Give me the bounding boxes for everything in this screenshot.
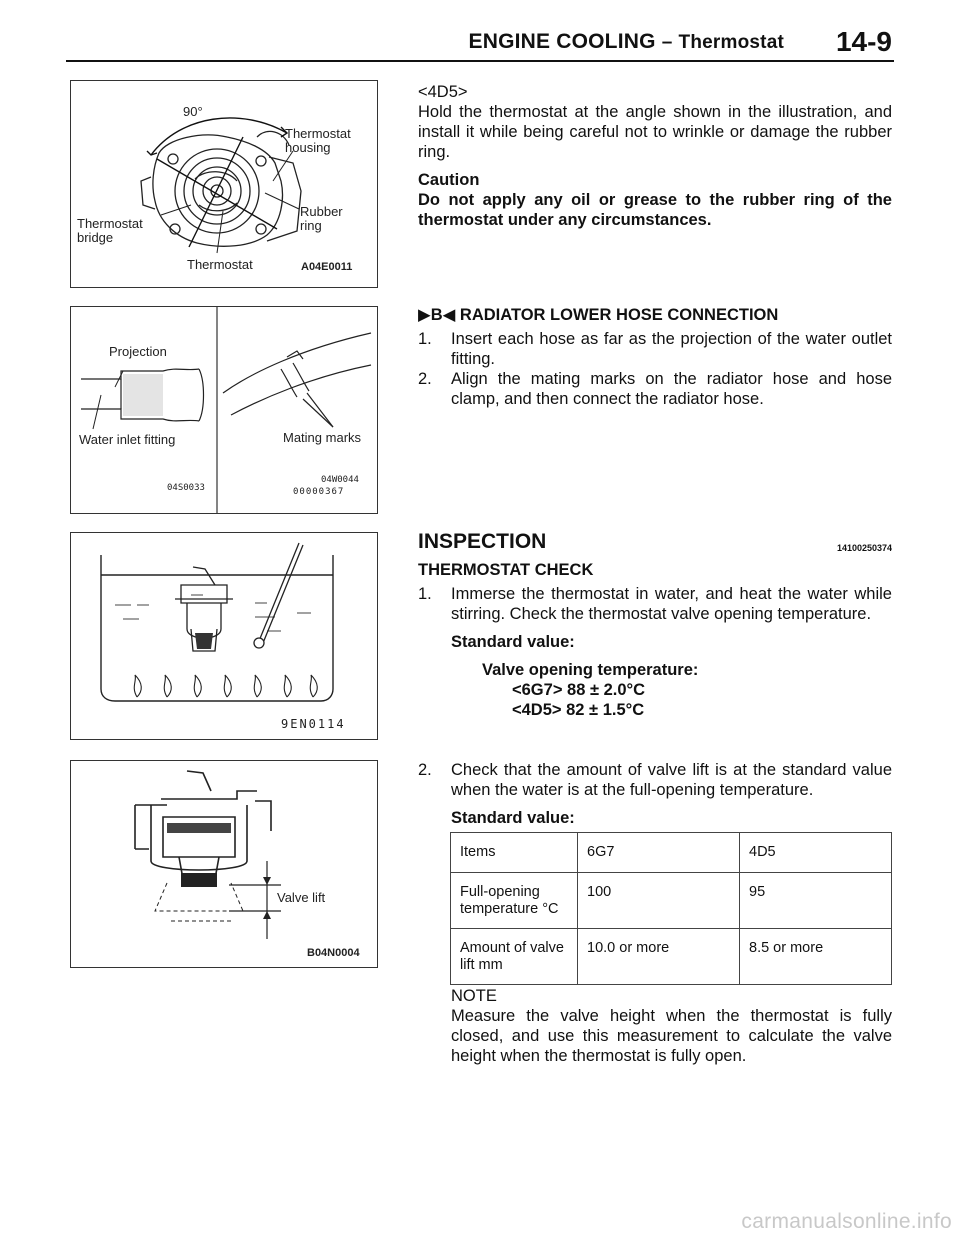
figure-code-2-right-top: 04W0044 bbox=[321, 475, 359, 485]
note-text: Measure the valve height when the thermostat is fully closed, and use this measurement to calculate the valve height when the thermostat is fully open. bbox=[451, 1007, 892, 1065]
valve-spec-table bbox=[450, 832, 892, 985]
header-section: ENGINE COOLING bbox=[468, 30, 656, 53]
temp-6g7: <6G7> 88 ± 2.0°C bbox=[512, 681, 646, 699]
page-header bbox=[66, 28, 894, 62]
figure-code-2-left: 04S0033 bbox=[167, 483, 205, 493]
figure-code-4: B04N0004 bbox=[307, 947, 360, 959]
header-items: Items bbox=[451, 833, 578, 873]
section-marker-label: B bbox=[430, 306, 443, 324]
figure-thermostat-angle bbox=[70, 80, 378, 288]
item-line2: temperature °C bbox=[460, 901, 559, 917]
angle-label: 90° bbox=[183, 104, 203, 119]
note-block bbox=[451, 986, 892, 1066]
row-value-6g7: 10.0 or more bbox=[578, 929, 740, 985]
list-item bbox=[418, 329, 892, 369]
bridge-label-line2: bridge bbox=[77, 230, 114, 245]
figure-hose-connection bbox=[70, 306, 378, 514]
thermostat-label: Thermostat bbox=[187, 257, 253, 272]
install-4d5-block bbox=[418, 82, 892, 230]
step-number: 1. bbox=[418, 330, 432, 348]
header-subsection: Thermostat bbox=[678, 32, 784, 53]
table-row bbox=[451, 929, 892, 985]
standard-value-label: Standard value: bbox=[451, 633, 575, 651]
inspection-title: INSPECTION bbox=[418, 530, 547, 553]
row-item bbox=[451, 873, 578, 929]
rubber-label-line2: ring bbox=[300, 218, 322, 233]
marker-right-triangle-icon: ▶ bbox=[418, 306, 431, 324]
row-item bbox=[451, 929, 578, 985]
step-text: Align the mating marks on the radiator hose and hose clamp, and then connect the radiator hose. bbox=[451, 370, 892, 408]
water-inlet-label: Water inlet fitting bbox=[79, 432, 176, 447]
inspection-block bbox=[418, 532, 892, 720]
projection-label: Projection bbox=[109, 344, 167, 359]
figure-code-3: 9EN0114 bbox=[281, 717, 346, 731]
bridge-label bbox=[77, 217, 143, 245]
hose-connection-block bbox=[418, 305, 892, 409]
header-dash: – bbox=[661, 32, 673, 53]
item-line1: Full-opening bbox=[460, 884, 540, 900]
note-title: NOTE bbox=[451, 987, 497, 1005]
thermostat-check-title: THERMOSTAT CHECK bbox=[418, 561, 594, 579]
step-number: 2. bbox=[418, 370, 432, 388]
hose-connection-title: RADIATOR LOWER HOSE CONNECTION bbox=[459, 306, 779, 324]
valve-lift-drawing bbox=[71, 761, 377, 967]
figure-code-2-right: 00000367 bbox=[293, 487, 345, 497]
caution-title: Caution bbox=[418, 171, 480, 189]
water-bath-drawing bbox=[71, 533, 377, 739]
table-row bbox=[451, 873, 892, 929]
valve-opening-temp-label: Valve opening temperature: bbox=[482, 661, 699, 679]
list-item bbox=[418, 584, 892, 624]
caution-text: Do not apply any oil or grease to the rubber ring of the thermostat under any circumstances. bbox=[418, 191, 892, 229]
housing-label bbox=[285, 127, 351, 155]
step-text: Insert each hose as far as the projection of the water outlet fitting. bbox=[451, 330, 892, 368]
item-line2: lift mm bbox=[460, 957, 503, 973]
row-value-4d5: 8.5 or more bbox=[740, 929, 892, 985]
marker-left-triangle-icon: ◀ bbox=[442, 306, 456, 324]
temp-4d5: <4D5> 82 ± 1.5°C bbox=[512, 701, 645, 719]
valve-lift-block bbox=[418, 760, 892, 828]
housing-label-line1: Thermostat bbox=[285, 126, 351, 141]
header-4d5: 4D5 bbox=[740, 833, 892, 873]
mating-marks-label: Mating marks bbox=[283, 430, 362, 445]
table-header-row bbox=[451, 833, 892, 873]
step-text: Check that the amount of valve lift is at the standard value when the water is at the full-opening temperature. bbox=[451, 761, 892, 799]
figure-code-1: A04E0011 bbox=[301, 261, 353, 273]
engine-tag-4d5: <4D5> bbox=[418, 83, 468, 101]
header-title bbox=[469, 30, 785, 54]
hose-connection-heading bbox=[418, 305, 892, 325]
page-number: 14-9 bbox=[835, 26, 892, 57]
inspection-heading bbox=[418, 532, 892, 560]
valve-lift-label: Valve lift bbox=[277, 890, 326, 905]
bridge-label-line1: Thermostat bbox=[77, 216, 143, 231]
row-value-4d5: 95 bbox=[740, 873, 892, 929]
list-item bbox=[418, 369, 892, 409]
item-line1: Amount of valve bbox=[460, 940, 564, 956]
list-item bbox=[418, 760, 892, 800]
watermark: carmanualsonline.info bbox=[741, 1210, 952, 1233]
inspection-doc-code: 14100250374 bbox=[836, 543, 892, 553]
rubber-label-line1: Rubber bbox=[300, 204, 343, 219]
install-instruction: Hold the thermostat at the angle shown in the illustration, and install it while being careful not to wrinkle or damage the rubber ring. bbox=[418, 103, 892, 161]
standard-value-label-2: Standard value: bbox=[451, 809, 575, 827]
step-text: Immerse the thermostat in water, and heat the water while stirring. Check the thermostat valve opening temperature. bbox=[451, 585, 892, 623]
row-value-6g7: 100 bbox=[578, 873, 740, 929]
rubber-ring-label bbox=[300, 205, 343, 233]
step-number: 1. bbox=[418, 585, 432, 603]
header-6g7: 6G7 bbox=[578, 833, 740, 873]
figure-water-bath bbox=[70, 532, 378, 740]
figure-valve-lift bbox=[70, 760, 378, 968]
housing-label-line2: housing bbox=[285, 140, 331, 155]
step-number: 2. bbox=[418, 761, 432, 779]
